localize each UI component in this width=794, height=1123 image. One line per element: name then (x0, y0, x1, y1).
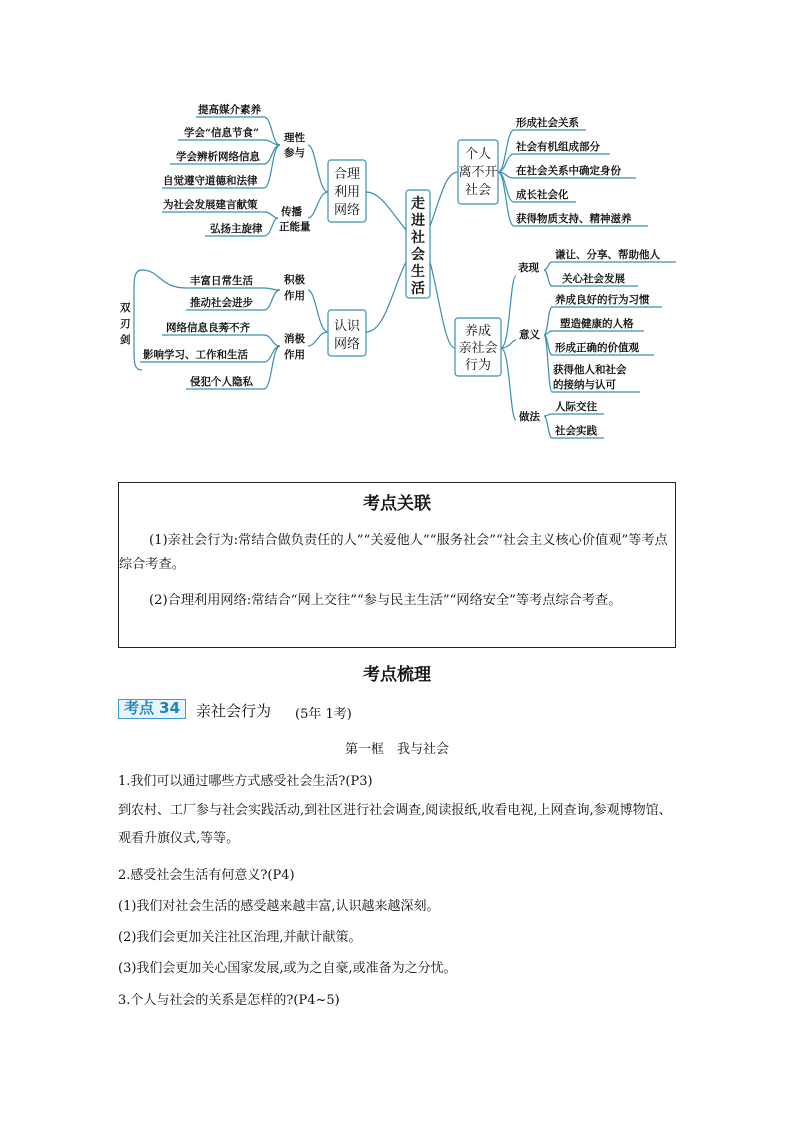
leaf-text: 的接纳与认可 (553, 379, 616, 391)
group-label: 参与 (284, 147, 305, 159)
question-1: 1.我们可以通过哪些方式感受社会生活?(P3) (118, 774, 373, 789)
kaodian-guanlian-title: 考点关联 (363, 494, 431, 514)
double-edge-char: 剑 (120, 334, 131, 346)
leaf-text: 社会实践 (555, 425, 597, 437)
group-label: 做法 (519, 411, 540, 423)
leaf-text: 影响学习、工作和生活 (143, 349, 248, 361)
leaf-text: 养成良好的行为习惯 (555, 294, 650, 306)
leaf-text: 形成社会关系 (516, 117, 579, 129)
leaf-text: 人际交往 (555, 401, 597, 413)
double-edge-char: 双 (120, 302, 131, 314)
leaf-text: 关心社会发展 (562, 273, 625, 285)
group-label: 作用 (284, 349, 305, 361)
group-label: 表现 (518, 262, 539, 274)
mind-map (0, 0, 794, 460)
question-2: 2.感受社会生活有何意义?(P4) (118, 868, 295, 883)
node-text: 社会 (464, 183, 492, 198)
node-text: 合理 (333, 167, 361, 182)
node-text: 亲社会 (458, 341, 498, 356)
leaf-text: 提高媒介素养 (198, 104, 261, 116)
leaf-text: 社会有机组成部分 (516, 141, 600, 153)
node-text: 认识 (333, 319, 361, 334)
leaf-text: 侵犯个人隐私 (190, 376, 253, 388)
leaf-text: 在社会关系中确定身份 (516, 165, 621, 177)
question-3: 3.个人与社会的关系是怎样的?(P4~5) (118, 993, 340, 1008)
answer-2-3: (3)我们会更加关心国家发展,或为之自豪,或准备为之分忧。 (118, 961, 457, 976)
node-text: 行为 (464, 358, 492, 373)
group-label: 意义 (519, 329, 540, 341)
leaf-text: 塑造健康的人格 (560, 318, 634, 330)
kaodian-guanlian-box (118, 482, 676, 648)
leaf-text: 获得物质支持、精神滋养 (516, 213, 632, 225)
kaodian-guanlian-p1: (1)亲社会行为:常结合做负责任的人”“关爱他人”“服务社会”“社会主义核心价值观”等考点综合考查。 (119, 533, 668, 572)
node-text: 网络 (333, 203, 361, 218)
leaf-text: 为社会发展建言献策 (163, 199, 258, 211)
leaf-text: 丰富日常生活 (190, 275, 253, 287)
center-char: 会 (411, 247, 425, 263)
double-edge-char: 刃 (120, 318, 131, 330)
leaf-text: 成长社会化 (516, 189, 569, 201)
group-label: 消极 (284, 333, 305, 345)
node-text: 养成 (464, 324, 492, 339)
topic-title: 亲社会行为 (196, 702, 272, 720)
exam-frequency: (5年 1考) (295, 707, 352, 722)
center-char: 走 (411, 196, 425, 212)
kaodian-guanlian-p2: (2)合理利用网络:常结合“网上交往”“参与民主生活”“网络安全”等考点综合考查。 (149, 593, 622, 608)
center-char: 生 (411, 264, 425, 280)
node-text: 离不开 (458, 165, 498, 180)
group-label: 传播 (281, 206, 302, 218)
leaf-text: 网络信息良莠不齐 (166, 322, 250, 334)
leaf-text: 形成正确的价值观 (555, 342, 639, 354)
node-text: 个人 (464, 147, 492, 162)
group-label: 正能量 (279, 221, 311, 233)
group-label: 理性 (284, 132, 305, 144)
answer-1: 到农村、工厂参与社会实践活动,到社区进行社会调查,阅读报纸,收看电视,上网查询,参观博物馆、观看升旗仪式,等等。 (118, 803, 672, 846)
node-text: 网络 (333, 337, 361, 352)
leaf-text: 学会“信息节食” (184, 127, 260, 139)
leaf-text: 自觉遵守道德和法律 (163, 175, 258, 187)
center-char: 进 (411, 213, 425, 229)
lesson-subtitle: 第一框 我与社会 (344, 742, 449, 757)
group-label: 作用 (284, 290, 305, 302)
center-char: 社 (411, 230, 425, 246)
answer-2-1: (1)我们对社会生活的感受越来越丰富,认识越来越深刻。 (118, 899, 440, 914)
leaf-text: 学会辨析网络信息 (176, 151, 260, 163)
leaf-text: 推动社会进步 (190, 297, 253, 309)
leaf-text: 弘扬主旋律 (210, 223, 263, 235)
kaodian-badge: 考点 34 (118, 699, 186, 719)
section-title: 考点梳理 (363, 665, 431, 685)
leaf-text: 获得他人和社会 (553, 364, 627, 376)
leaf-text: 谦让、分享、帮助他人 (555, 249, 660, 261)
answer-2-2: (2)我们会更加关注社区治理,并献计献策。 (118, 930, 362, 945)
center-char: 活 (411, 281, 425, 297)
node-text: 利用 (333, 185, 361, 200)
group-label: 积极 (284, 274, 305, 286)
